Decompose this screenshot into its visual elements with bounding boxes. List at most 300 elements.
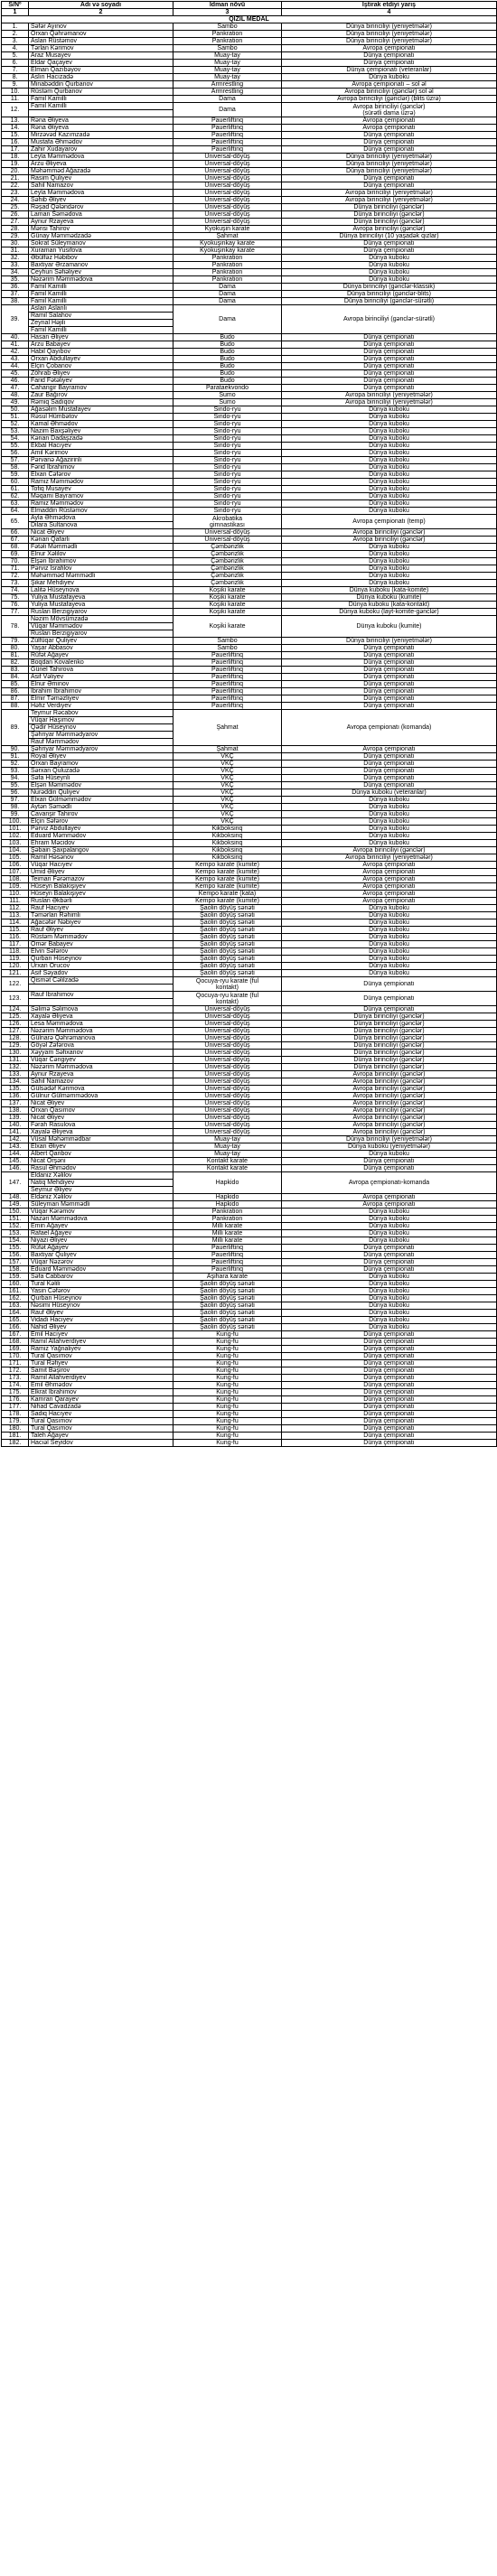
row-number: 134. [2, 1078, 29, 1086]
table-row [2, 927, 497, 934]
row-number: 51. [2, 414, 29, 421]
row-number: 79. [2, 638, 29, 645]
row-number: 91. [2, 753, 29, 761]
event-cell: Dünya birinciliyi (yeniyetmələr) [282, 38, 497, 45]
row-number: 106. [2, 862, 29, 869]
table-row [2, 298, 497, 305]
athlete-name: Nəzim Mövsümzadə [29, 616, 173, 623]
row-number: 140. [2, 1122, 29, 1129]
event-cell: Dünya çempionatı [282, 1346, 497, 1353]
event-cell: Dünya kuboku [282, 948, 497, 956]
event-cell: Dünya çempionatı [282, 132, 497, 139]
sport-cell: Universal-döyüş [173, 182, 282, 190]
athlete-name: Orxan Bayramov [29, 761, 173, 768]
athlete-name: Səfa Cabbarov [29, 1274, 173, 1281]
table-row [2, 414, 497, 421]
sport-cell: Universal-döyüş [173, 1071, 282, 1078]
table-row [2, 876, 497, 883]
athlete-name: Eduard Məmmədov [29, 833, 173, 840]
athlete-name: Arzu Əliyeva [29, 161, 173, 168]
row-number: 107. [2, 869, 29, 876]
sport-cell: Muay-tay [173, 1143, 282, 1151]
athlete-name: Qurban Hüseynov [29, 956, 173, 963]
athlete-name: Vüqar Məmmədov [29, 623, 173, 630]
event-cell: Avropa çempionatı [282, 1201, 497, 1209]
row-number: 163. [2, 1302, 29, 1310]
athlete-name: Nurəddin Quliyev [29, 789, 173, 797]
sport-cell: Çəmbərizlik [173, 565, 282, 573]
sport-cell: Kempo karate (kumite) [173, 883, 282, 891]
row-number: 169. [2, 1346, 29, 1353]
row-number: 90. [2, 746, 29, 753]
table-row [2, 891, 497, 898]
event-cell: Dünya kuboku [282, 1310, 497, 1317]
table-row [2, 573, 497, 580]
athlete-name: Orxan Qəhrəmanov [29, 31, 173, 38]
event-cell: Dünya birinciliyi (gənclər) [282, 1050, 497, 1057]
table-row [2, 1100, 497, 1107]
table-row [2, 544, 497, 551]
event-cell: Dünya kuboku [282, 580, 497, 587]
sport-cell: Şaolin döyüş sənəti [173, 948, 282, 956]
sport-cell: Pankration [173, 31, 282, 38]
sport-cell: Şaolin döyüş sənəti [173, 1295, 282, 1302]
row-number: 85. [2, 681, 29, 688]
row-number: 131. [2, 1057, 29, 1064]
sport-cell: Sindo-ryu [173, 486, 282, 493]
table-row [2, 1346, 497, 1353]
row-number: 4. [2, 45, 29, 52]
row-number: 114. [2, 919, 29, 927]
sport-cell: Şaolin döyüş sənəti [173, 934, 282, 941]
athlete-name: Elnur Əminov [29, 681, 173, 688]
table-row [2, 1035, 497, 1042]
table-row [2, 89, 497, 96]
event-cell: Avropa çempionatı [282, 45, 497, 52]
row-number: 161. [2, 1288, 29, 1295]
athlete-name: Qədir Hüseynov [29, 724, 173, 732]
sport-cell: Qocuya-ryu karate (ful kontakt) [173, 977, 282, 992]
athlete-name: Ramil Salahov [29, 313, 173, 320]
row-number: 130. [2, 1050, 29, 1057]
row-number: 178. [2, 1411, 29, 1418]
athlete-name: Araz Musayev [29, 52, 173, 60]
event-cell: Dünya birinciliyi (yeniyetmələr) [282, 1136, 497, 1143]
event-cell: Dünya çempionatı [282, 1331, 497, 1339]
table-row [2, 190, 497, 197]
row-number: 171. [2, 1360, 29, 1367]
row-number: 21. [2, 175, 29, 182]
table-row [2, 1237, 497, 1245]
row-number: 175. [2, 1389, 29, 1396]
row-number: 136. [2, 1093, 29, 1100]
sport-cell: Pauerliftinq [173, 146, 282, 154]
event-cell: Dünya kuboku [282, 811, 497, 818]
event-cell: Dünya kuboku [282, 912, 497, 919]
athlete-name: Rüfət Ağayev [29, 652, 173, 659]
table-row [2, 60, 497, 67]
event-cell: Avropa çempionatı [282, 125, 497, 132]
athlete-name: Ayla Əhmədova [29, 515, 173, 522]
row-number: 48. [2, 392, 29, 399]
event-cell: Dünya kuboku [282, 493, 497, 500]
event-cell: Dünya çempionatı [282, 688, 497, 695]
row-number: 86. [2, 688, 29, 695]
row-number: 50. [2, 406, 29, 414]
athlete-name: Rauf Əliyev [29, 927, 173, 934]
sport-cell: Pankration [173, 262, 282, 269]
row-number: 74. [2, 587, 29, 594]
sport-cell: Qocuya-ryu karate (ful kontakt) [173, 992, 282, 1006]
sport-cell: VKÇ [173, 753, 282, 761]
table-row [2, 182, 497, 190]
table-row [2, 1050, 497, 1057]
row-number: 81. [2, 652, 29, 659]
sport-cell: Kung-fu [173, 1339, 282, 1346]
sport-cell: Universal-döyüş [173, 168, 282, 175]
row-number: 52. [2, 421, 29, 428]
athlete-name: Aynur Rzayeva [29, 1071, 173, 1078]
sport-cell: Budo [173, 334, 282, 341]
table-row [2, 1042, 497, 1050]
athlete-name: Xayalə Əliyeva [29, 1129, 173, 1136]
athlete-name: Mustafa Əhmədov [29, 139, 173, 146]
sport-cell: Kung-fu [173, 1425, 282, 1433]
sport-cell: Pauerliftinq [173, 681, 282, 688]
event-cell: Dünya kuboku [282, 414, 497, 421]
event-cell: Dünya birinciliyi (yeniyetmələr) [282, 154, 497, 161]
sport-cell: Şaolin döyüş sənəti [173, 919, 282, 927]
event-cell: Avropa çempionatı [282, 883, 497, 891]
row-number: 177. [2, 1404, 29, 1411]
table-row [2, 1209, 497, 1216]
row-number: 135. [2, 1086, 29, 1093]
athlete-name: Tural Kəlili [29, 1281, 173, 1288]
row-number: 87. [2, 695, 29, 703]
athlete-name: Yuliya Mustafayeva [29, 602, 173, 609]
table-row [2, 269, 497, 276]
athlete-name: Ramil Həsənov [29, 854, 173, 862]
row-number: 9. [2, 81, 29, 89]
athlete-name: Elçin Səfərov [29, 818, 173, 826]
row-number: 143. [2, 1143, 29, 1151]
event-cell: Dünya çempionatı [282, 992, 497, 1006]
event-cell: Dünya kuboku [282, 74, 497, 81]
sport-cell: Muay-tay [173, 1136, 282, 1143]
sport-cell: Kontakt karate [173, 1165, 282, 1172]
row-number: 83. [2, 667, 29, 674]
sport-cell: Universal-döyüş [173, 204, 282, 211]
row-number: 155. [2, 1245, 29, 1252]
event-cell: Avropa çempionatı [282, 1194, 497, 1201]
event-cell: Dünya çempionatı [282, 695, 497, 703]
event-cell: Avropa çempionatı [282, 869, 497, 876]
row-number: 36. [2, 284, 29, 291]
athlete-name: Səfər Ayınov [29, 23, 173, 31]
table-row [2, 1143, 497, 1151]
event-cell: Dünya çempionatı [282, 1245, 497, 1252]
row-number: 113. [2, 912, 29, 919]
table-row [2, 1165, 497, 1172]
athlete-name: Qurban Hüseynov [29, 1295, 173, 1302]
row-number: 153. [2, 1230, 29, 1237]
event-cell: Avropa birinciliyi (gənclər) [282, 1078, 497, 1086]
event-cell: Dünya çempionatı (veteranlar) [282, 67, 497, 74]
event-cell: Avropa çempionatı [282, 862, 497, 869]
athlete-name: Eldar Qaçayev [29, 60, 173, 67]
athlete-name: Şikar Mehdiyev [29, 580, 173, 587]
sport-cell: Pauerliftinq [173, 652, 282, 659]
row-number: 88. [2, 703, 29, 710]
event-cell: Avropa çempionatı [282, 876, 497, 883]
row-number: 13. [2, 117, 29, 125]
table-row [2, 587, 497, 594]
row-number: 121. [2, 970, 29, 977]
event-cell: Avropa birinciliyi (gənclər) [282, 1086, 497, 1093]
row-number: 158. [2, 1266, 29, 1274]
athlete-name: Laman Səmədova [29, 211, 173, 219]
athlete-name: Leyla Məmmədova [29, 154, 173, 161]
athlete-name: Tural Qasımov [29, 1425, 173, 1433]
athlete-name: Ümid Əliyev [29, 869, 173, 876]
event-cell: Dünya çempionatı [282, 378, 497, 385]
event-cell: Dünya çempionatı [282, 1353, 497, 1360]
event-cell: Dünya çempionatı [282, 645, 497, 652]
event-cell: Dünya kuboku [282, 479, 497, 486]
table-row [2, 919, 497, 927]
event-cell: Dünya çempionatı [282, 1259, 497, 1266]
athlete-name: Sahil Namazov [29, 1078, 173, 1086]
sport-cell: Universal-döyüş [173, 1035, 282, 1042]
row-number: 142. [2, 1136, 29, 1143]
athlete-name: Nihad Cavadzadə [29, 1404, 173, 1411]
row-number: 129. [2, 1042, 29, 1050]
row-number: 97. [2, 797, 29, 804]
row-number: 154. [2, 1237, 29, 1245]
athlete-name: Rasul Əhmədov [29, 1165, 173, 1172]
table-row [2, 500, 497, 508]
sport-cell: Sambo [173, 638, 282, 645]
sport-cell: Pankration [173, 1209, 282, 1216]
table-row [2, 1013, 497, 1021]
athlete-name: Orxan Qasımov [29, 1107, 173, 1115]
event-cell: Avropa birinciliyi (gənclər) (blits üzrə) [282, 96, 497, 103]
sport-cell: VKÇ [173, 818, 282, 826]
event-cell: Dünya kuboku [282, 1295, 497, 1302]
sport-cell: Universal-döyüş [173, 1122, 282, 1129]
sport-cell: Pauerliftinq [173, 703, 282, 710]
table-row [2, 1086, 497, 1093]
athlete-name: Rauf Hacıyev [29, 905, 173, 912]
athlete-name: Tural Qasımov [29, 1353, 173, 1360]
sport-cell: Şaolin döyüş sənəti [173, 1302, 282, 1310]
athlete-name: Zaur Bağırov [29, 392, 173, 399]
event-cell: Avropa birinciliyi (gənclər) [282, 1093, 497, 1100]
row-number: 8. [2, 74, 29, 81]
event-cell: Dünya kuboku [282, 941, 497, 948]
table-row [2, 74, 497, 81]
sport-cell: Şahmat [173, 746, 282, 753]
row-number: 156. [2, 1252, 29, 1259]
row-number: 95. [2, 782, 29, 789]
sport-cell: Şaolin döyüş sənəti [173, 956, 282, 963]
table-row [2, 443, 497, 450]
row-number: 59. [2, 471, 29, 479]
sport-cell: VKÇ [173, 782, 282, 789]
table-row [2, 168, 497, 175]
table-row [2, 233, 497, 240]
event-cell: Avropa birinciliyi (yeniyetmələr) [282, 399, 497, 406]
sport-cell: Universal-döyüş [173, 1115, 282, 1122]
event-cell: Avropa birinciliyi (yeniyetmələr) [282, 190, 497, 197]
sport-cell: Koşiki karate [173, 616, 282, 638]
row-number: 139. [2, 1115, 29, 1122]
table-row [2, 1078, 497, 1086]
column-number: 3 [173, 9, 282, 16]
sport-cell: Dama [173, 291, 282, 298]
row-number: 89. [2, 710, 29, 746]
sport-cell: Armrestling [173, 89, 282, 96]
event-cell: Dünya çempionatı [282, 1165, 497, 1172]
athlete-name: Eldəniz Xəlilov [29, 1194, 173, 1201]
sport-cell: Budo [173, 363, 282, 370]
event-cell: Dünya birinciliyi (gənclər) [282, 1057, 497, 1064]
event-cell: Dünya birinciliyi (gənclər) [282, 1042, 497, 1050]
sport-cell: Kyokuşinkay karate [173, 240, 282, 247]
athlete-name: Ramil Allahverdiyev [29, 1375, 173, 1382]
table-row [2, 284, 497, 291]
athlete-name: Səfa Hüseynli [29, 775, 173, 782]
row-number: 98. [2, 804, 29, 811]
table-row [2, 464, 497, 471]
athlete-name: Orxan Abdullayev [29, 356, 173, 363]
event-cell: Dünya çempionatı [282, 334, 497, 341]
event-cell: Dünya birinciliyi (gənclər-sürətli) [282, 298, 497, 305]
table-row [2, 1389, 497, 1396]
sport-cell: Pauerliftinq [173, 695, 282, 703]
table-row [2, 847, 497, 854]
table-row [2, 1433, 497, 1440]
table-row [2, 247, 497, 255]
sport-cell: Milli karate [173, 1230, 282, 1237]
event-cell: Dünya birinciliyi (gənclər-klassik) [282, 284, 497, 291]
event-cell: Dünya kuboku [282, 1288, 497, 1295]
row-number: 73. [2, 580, 29, 587]
event-cell: Dünya birinciliyi (yeniyetmələr) [282, 31, 497, 38]
sport-cell: Pauerliftinq [173, 139, 282, 146]
event-cell: Dünya kuboku [282, 840, 497, 847]
table-row [2, 1223, 497, 1230]
athlete-name: Elxan Cəfərov [29, 471, 173, 479]
athlete-name: Aslan Aslanlı [29, 305, 173, 313]
sport-cell: Hapkido [173, 1194, 282, 1201]
sport-cell: Çəmbərizlik [173, 580, 282, 587]
athlete-name: Arzu Babayev [29, 341, 173, 349]
event-cell: Dünya kuboku [282, 255, 497, 262]
row-number: 174. [2, 1382, 29, 1389]
row-number: 138. [2, 1107, 29, 1115]
sport-cell: VKÇ [173, 775, 282, 782]
row-number: 72. [2, 573, 29, 580]
athlete-name: Səhib Əliyev [29, 197, 173, 204]
event-cell: Dünya çempionatı [282, 349, 497, 356]
table-row [2, 1382, 497, 1389]
table-row [2, 96, 497, 103]
athlete-name: Şəbain Şaxpalangov [29, 847, 173, 854]
sport-cell: Budo [173, 370, 282, 378]
event-cell: Dünya kuboku (yeniyetmələr) [282, 1143, 497, 1151]
table-row [2, 1122, 497, 1129]
event-cell: Dünya kuboku [282, 797, 497, 804]
sport-cell: Çəmbərizlik [173, 573, 282, 580]
row-number: 92. [2, 761, 29, 768]
sport-cell: Muay-tay [173, 1151, 282, 1158]
sport-cell: Sindo-ryu [173, 421, 282, 428]
athlete-name: Səlimə Səlimova [29, 1006, 173, 1013]
athlete-name: Rəna Əliyeva [29, 117, 173, 125]
sport-cell: Dama [173, 103, 282, 117]
table-row [2, 1375, 497, 1382]
table-row [2, 616, 497, 623]
sport-cell: Universal-döyüş [173, 1057, 282, 1064]
table-row [2, 1194, 497, 1201]
event-cell: Dünya çempionatı [282, 1418, 497, 1425]
header-sport: İdman növü [173, 2, 282, 9]
table-row [2, 399, 497, 406]
event-cell: Dünya kuboku [282, 551, 497, 558]
table-row [2, 753, 497, 761]
athlete-name: Tofiq Musayev [29, 486, 173, 493]
row-number: 173. [2, 1375, 29, 1382]
event-cell: Dünya çempionatı [282, 1396, 497, 1404]
row-number: 70. [2, 558, 29, 565]
row-number: 75. [2, 594, 29, 602]
table-row [2, 782, 497, 789]
athlete-name: Sərxan Quluzadə [29, 768, 173, 775]
row-number: 141. [2, 1129, 29, 1136]
athlete-name: Teiman Fərəmazov [29, 876, 173, 883]
table-row [2, 1353, 497, 1360]
row-number: 150. [2, 1209, 29, 1216]
event-cell: Dünya kuboku [282, 1209, 497, 1216]
event-cell: Dünya çempionatı [282, 247, 497, 255]
sport-cell: Universal-döyüş [173, 1086, 282, 1093]
athlete-name: Aytən Səmədli [29, 804, 173, 811]
event-cell: Dünya kuboku [282, 1223, 497, 1230]
table-row [2, 826, 497, 833]
event-cell: Dünya kuboku [282, 1274, 497, 1281]
sport-cell: Hapkido [173, 1201, 282, 1209]
sport-cell: Kung-fu [173, 1367, 282, 1375]
sport-cell: Dama [173, 284, 282, 291]
athlete-name: Tural Rəfiyev [29, 1360, 173, 1367]
event-cell: Dünya çempionatı [282, 681, 497, 688]
event-cell: Dünya çempionatı [282, 146, 497, 154]
table-row [2, 1216, 497, 1223]
sport-cell: Universal-döyüş [173, 537, 282, 544]
table-row [2, 804, 497, 811]
row-number: 125. [2, 1013, 29, 1021]
table-row [2, 1006, 497, 1013]
sport-cell: Kung-fu [173, 1418, 282, 1425]
row-number: 116. [2, 934, 29, 941]
sport-cell: Parataekvondo [173, 385, 282, 392]
row-number: 110. [2, 891, 29, 898]
sport-cell: Kikboksinq [173, 854, 282, 862]
row-number: 39. [2, 305, 29, 334]
row-number: 49. [2, 399, 29, 406]
event-cell: Dünya çempionatı [282, 1158, 497, 1165]
